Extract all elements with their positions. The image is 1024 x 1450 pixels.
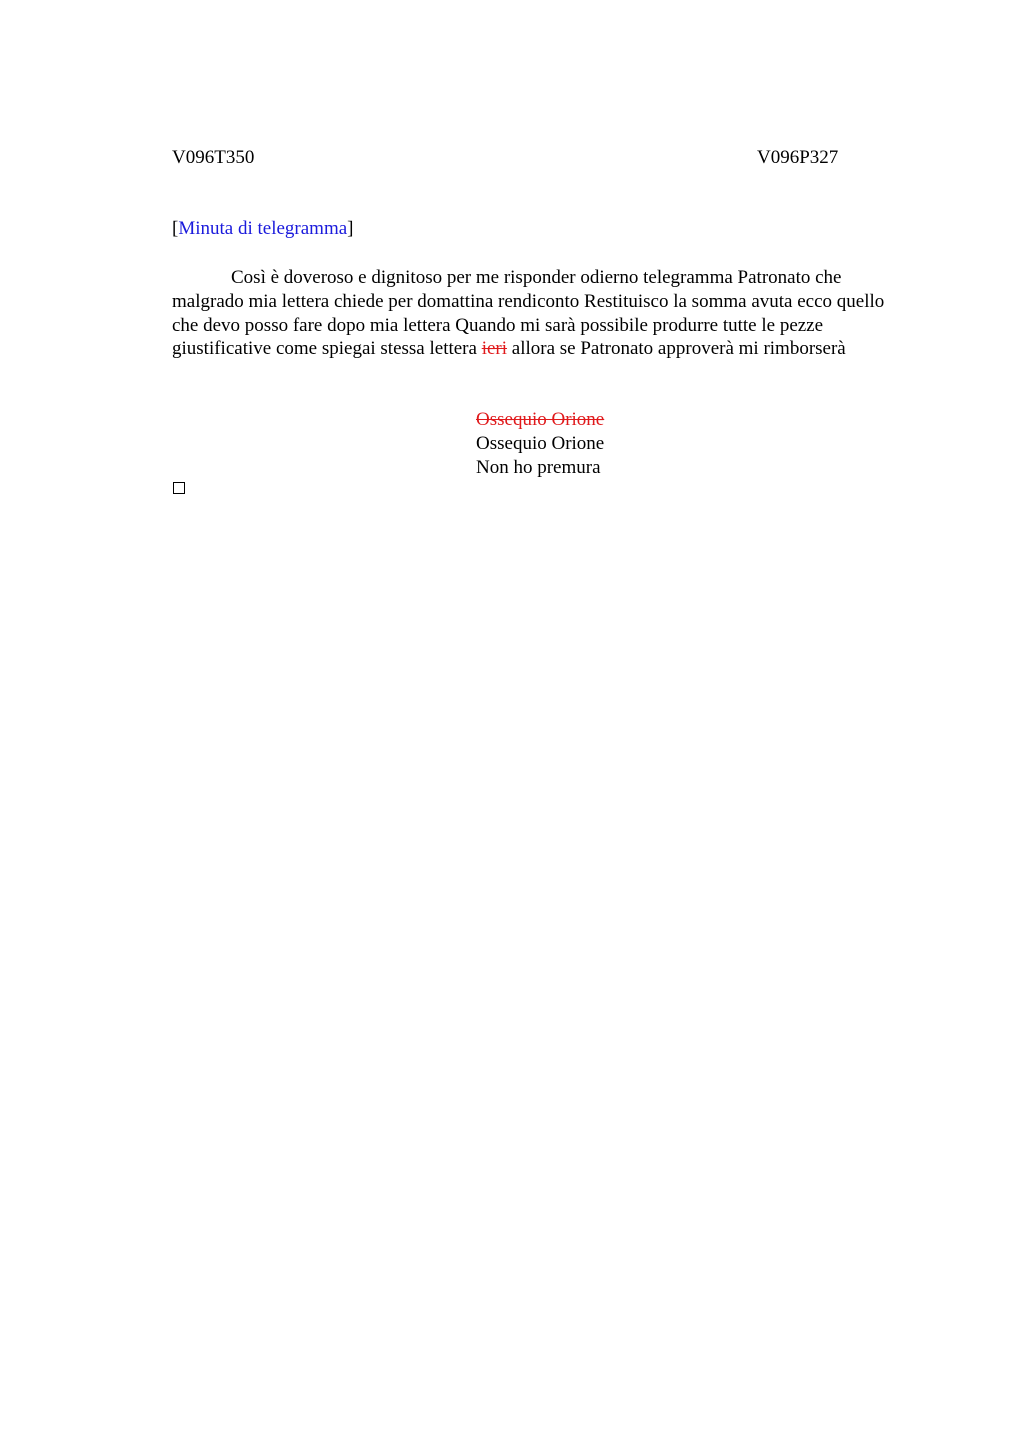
deleted-closing-line: Ossequio Orione (476, 409, 605, 430)
close-bracket: ] (347, 218, 354, 239)
document-code-right: V096P327 (757, 147, 839, 168)
body-text-before: Così è doveroso e dignitoso per me risponder odierno telegramma Patronato che malgrado mia lettera chiede per domattina rendiconto Restituisco la somma avuta ecco quello che devo posso fare dopo mia lettera Quando mi sarà possibile produrre tutte le pezze giustificative come spiegai stessa lettera (172, 267, 885, 360)
document-type-title: Minuta di telegramma (178, 218, 348, 239)
square-outline-icon (173, 482, 185, 494)
document-code-left: V096T350 (172, 147, 255, 168)
deleted-word: ieri (481, 338, 508, 360)
body-text-after: allora se Patronato approverà mi rimborserà (507, 338, 846, 360)
open-bracket: [ (172, 218, 179, 239)
document-type-heading (172, 218, 354, 240)
telegram-body (172, 266, 902, 361)
closing-block (476, 408, 604, 480)
closing-note: Non ho premura (476, 457, 601, 478)
closing-signature: Ossequio Orione (476, 433, 605, 454)
